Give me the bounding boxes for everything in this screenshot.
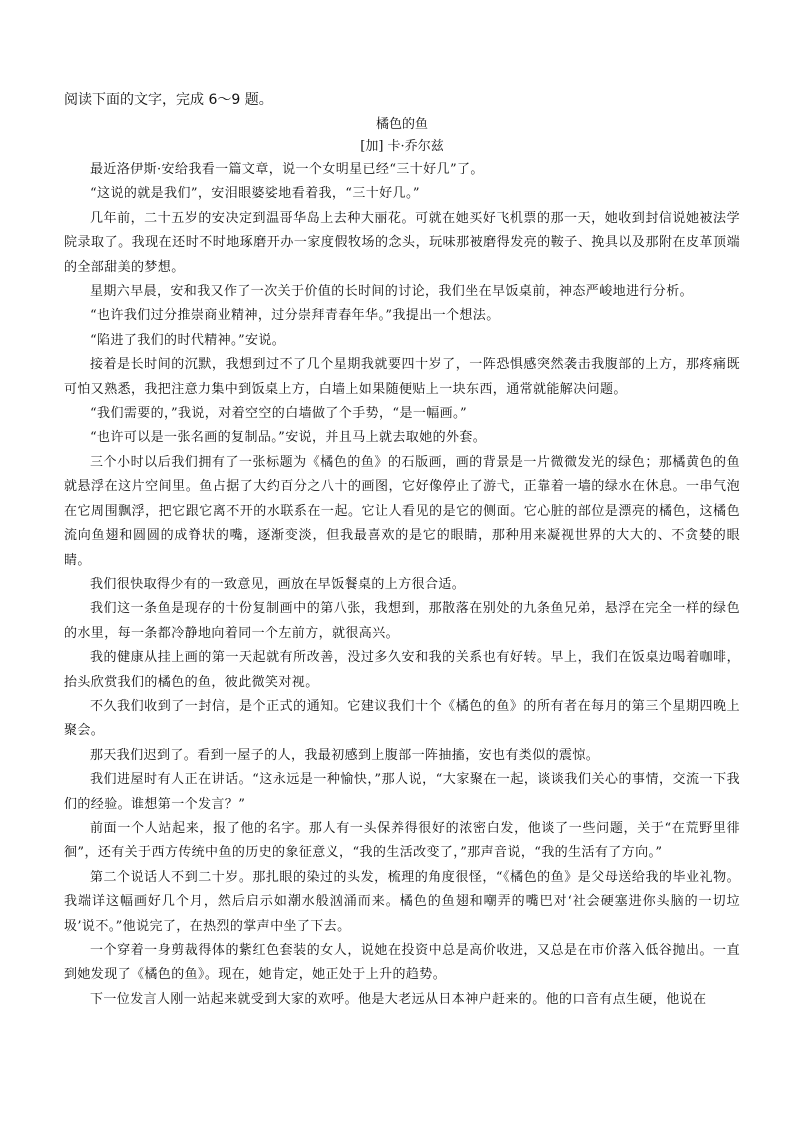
paragraph: 几年前，二十五岁的安决定到温哥华岛上去种大丽花。可就在她买好飞机票的那一天，她收到封信说她被法学院录取了。我现在还时不时地琢磨开办一家度假牧场的念头，玩味那被磨得发亮的鞍子、挽具以及那附在皮革顶端的全部甜美的梦想。 bbox=[64, 210, 740, 275]
document-page bbox=[64, 90, 740, 1012]
paragraph: 接着是长时间的沉默，我想到过不了几个星期我就要四十岁了，一阵恐惧感突然袭击我腹部的上方，那疼痛既可怕又熟悉，我把注意力集中到饭桌上方，白墙上如果随便贴上一块东西，通常就能解决问题。 bbox=[64, 357, 740, 397]
paragraph: 我们进屋时有人正在讲话。“这永远是一种愉快，”那人说，“大家聚在一起，谈谈我们关心的事情，交流一下我们的经验。谁想第一个发言？” bbox=[64, 772, 740, 812]
paragraph: 星期六早晨，安和我又作了一次关于价值的长时间的讨论，我们坐在早饭桌前，神态严峻地进行分析。 bbox=[90, 284, 694, 300]
paragraph: 那天我们迟到了。看到一屋子的人，我最初感到上腹部一阵抽搐，安也有类似的震惊。 bbox=[90, 747, 600, 763]
paragraph: 第二个说话人不到二十岁。那扎眼的染过的头发，梳理的角度很怪，“《橘色的鱼》是父母送给我的毕业礼物。我端详这幅画好几个月，然后启示如潮水般汹涌而来。橘色的鱼翅和嘲弄的嘴巴对‘社会硬塞进你头脑的一切垃圾’说不。”他说完了，在热烈的掌声中坐了下去。 bbox=[64, 869, 740, 934]
paragraph: “这说的就是我们”，安泪眼婆娑地看着我，“三十好几。” bbox=[90, 186, 420, 202]
paragraph: 前面一个人站起来，报了他的名字。那人有一头保养得很好的浓密白发，他谈了一些问题，关于“在荒野里徘徊”，还有关于西方传统中鱼的历史的象征意义，“我的生活改变了，”那声音说，“我的生活有了方向。” bbox=[64, 820, 740, 861]
paragraph: 我的健康从挂上画的第一天起就有所改善，没过多久安和我的关系也有好转。早上，我们在饭桌边喝着咖啡，抬头欣赏我们的橘色的鱼，彼此微笑对视。 bbox=[64, 650, 740, 690]
paragraph: 我们这一条鱼是现存的十份复制画中的第八张，我想到，那散落在别处的九条鱼兄弟，悬浮在完全一样的绿色的水里，每一条都冷静地向着同一个左前方，就很高兴。 bbox=[64, 601, 740, 641]
paragraph: 下一位发言人刚一站起来就受到大家的欢呼。他是大老远从日本神户赶来的。他的口音有点生硬，他说在 bbox=[90, 991, 707, 1007]
paragraph: “也许我们过分推崇商业精神，过分崇拜青春年华。”我提出一个想法。 bbox=[90, 308, 500, 324]
paragraph: “也许可以是一张名画的复制品。”安说，并且马上就去取她的外套。 bbox=[90, 430, 487, 446]
article-author: [加] 卡·乔尔兹 bbox=[360, 139, 444, 154]
paragraph: 三个小时以后我们拥有了一张标题为《橘色的鱼》的石版画，画的背景是一片微微发光的绿色；那橘黄色的鱼就悬浮在这片空间里。鱼占据了大约百分之八十的画图，它好像停止了游弋，正靠着一墙的绿水在休息。一串气泡在它周围飘浮，把它跟它离不开的水联系在一起。它让人看见的是它的侧面。它心脏的部位是漂亮的橘色，这橘色流向鱼翅和圆圆的成脊状的嘴，逐渐变淡，但我最喜欢的是它的眼睛，那种用来凝视世界的大大的、不贪婪的眼睛。 bbox=[64, 454, 740, 568]
paragraph: 最近洛伊斯·安给我看一篇文章，说一个女明星已经“三十好几”了。 bbox=[90, 162, 484, 177]
reading-instruction: 阅读下面的文字，完成 6～9 题。 bbox=[64, 92, 273, 108]
paragraph: 我们很快取得少有的一致意见，画放在早饭餐桌的上方很合适。 bbox=[90, 576, 466, 592]
paragraph: 一个穿着一身剪裁得体的紫红色套装的女人，说她在投资中总是高价收进，又总是在市价落入低谷抛出。一直到她发现了《橘色的鱼》。现在，她肯定，她正处于上升的趋势。 bbox=[64, 943, 740, 983]
paragraph: 不久我们收到了一封信，是个正式的通知。它建议我们十个《橘色的鱼》的所有者在每月的第三个星期四晚上聚会。 bbox=[64, 698, 740, 739]
paragraph: “陷进了我们的时代精神。”安说。 bbox=[90, 332, 286, 348]
article-title: 橘色的鱼 bbox=[375, 117, 428, 132]
paragraph: “我们需要的，”我说，对着空空的白墙做了个手势，“是一幅画。” bbox=[90, 406, 467, 422]
